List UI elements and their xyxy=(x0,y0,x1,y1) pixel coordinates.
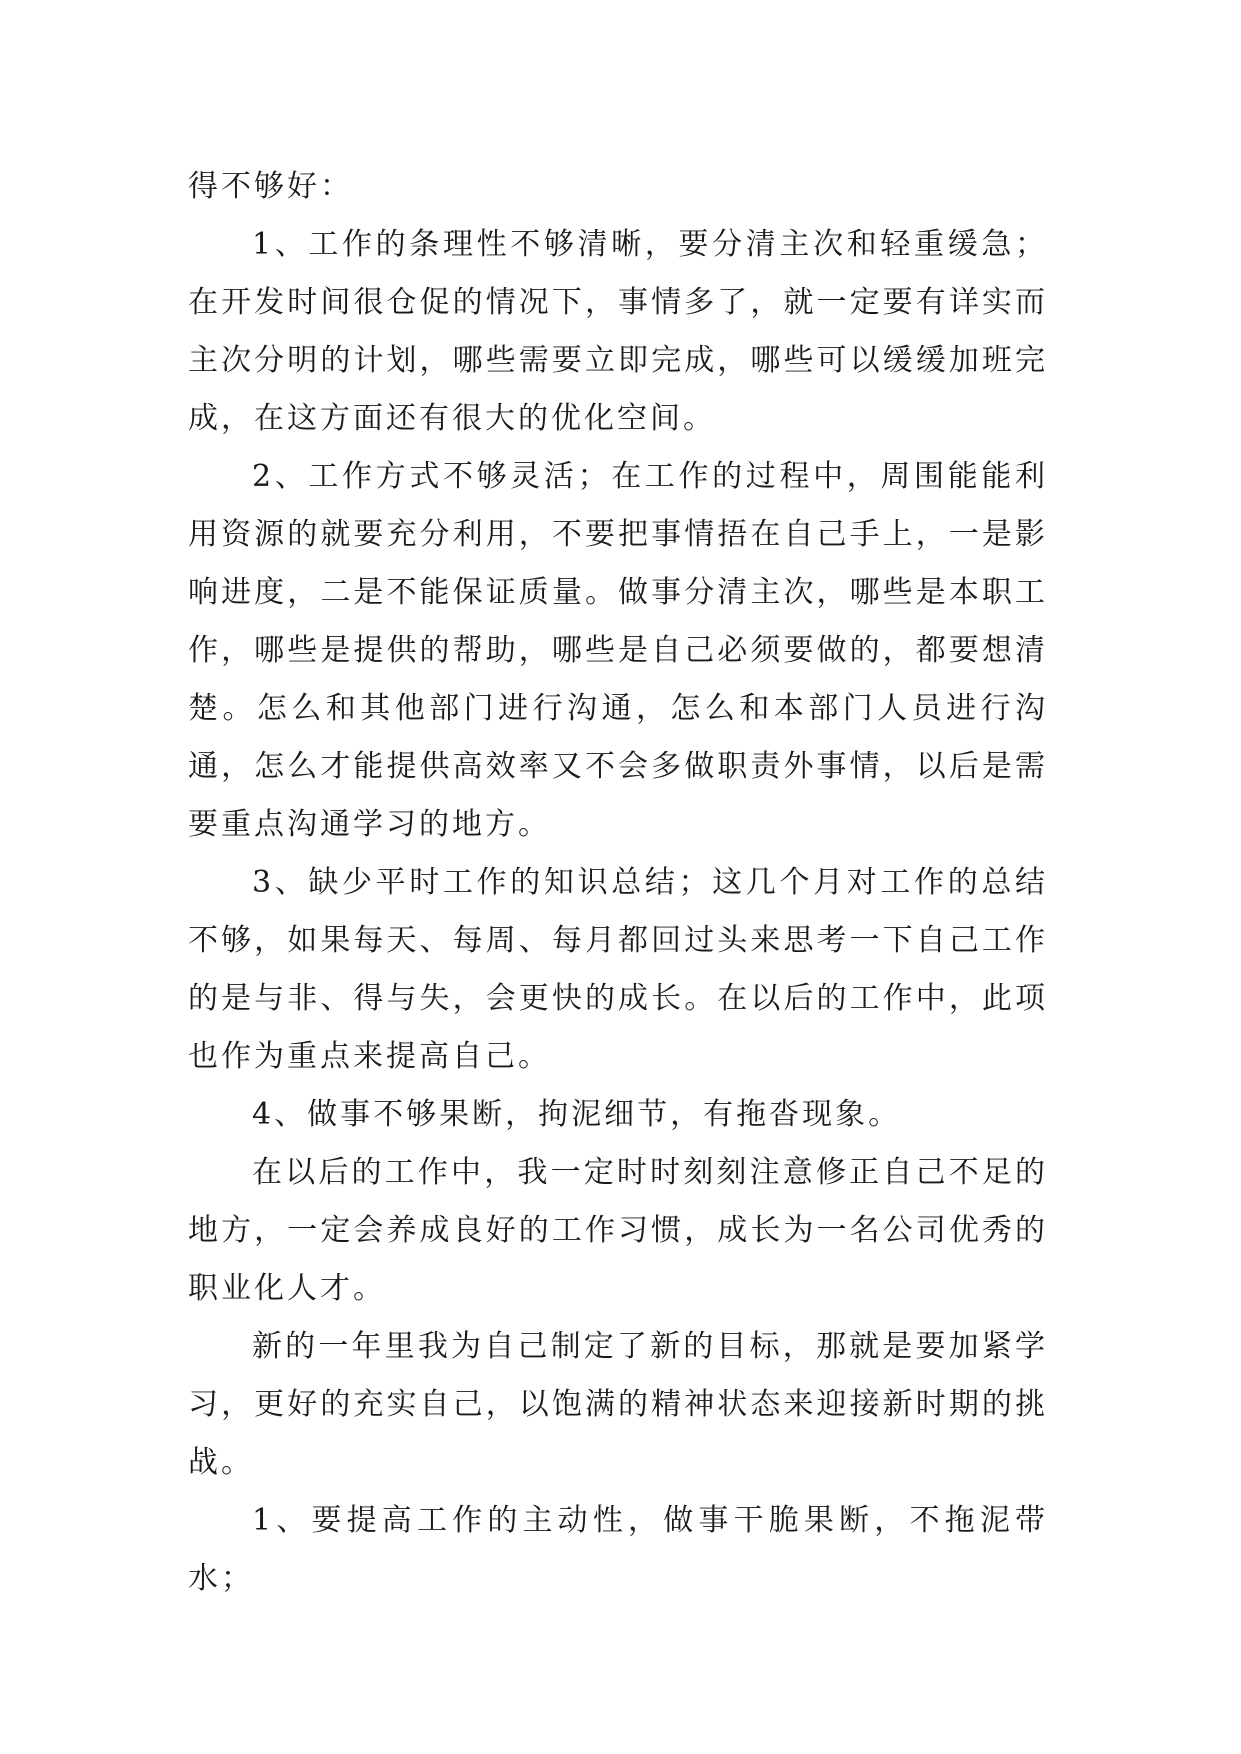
paragraph: 在以后的工作中，我一定时时刻刻注意修正自己不足的地方，一定会养成良好的工作习惯，成长为一名公司优秀的职业化人才。 xyxy=(188,1155,1048,1306)
document-body xyxy=(188,158,1048,1608)
paragraph: 得不够好： xyxy=(188,169,353,204)
paragraph: 4、做事不够果断，拘泥细节，有拖沓现象。 xyxy=(252,1097,902,1132)
paragraph: 新的一年里我为自己制定了新的目标，那就是要加紧学习，更好的充实自己，以饱满的精神状态来迎接新时期的挑战。 xyxy=(188,1329,1048,1480)
paragraph: 1、要提高工作的主动性，做事干脆果断，不拖泥带水； xyxy=(188,1503,1048,1596)
paragraph: 1、工作的条理性不够清晰，要分清主次和轻重缓急；在开发时间很仓促的情况下，事情多了，就一定要有详实而主次分明的计划，哪些需要立即完成，哪些可以缓缓加班完成，在这方面还有很大的优化空间。 xyxy=(188,227,1048,436)
paragraph: 3、缺少平时工作的知识总结；这几个月对工作的总结不够，如果每天、每周、每月都回过头来思考一下自己工作的是与非、得与失，会更快的成长。在以后的工作中，此项也作为重点来提高自己。 xyxy=(188,865,1048,1074)
paragraph: 2、工作方式不够灵活；在工作的过程中，周围能能利用资源的就要充分利用，不要把事情捂在自己手上，一是影响进度，二是不能保证质量。做事分清主次，哪些是本职工作，哪些是提供的帮助，哪些是自己必须要做的，都要想清楚。怎么和其他部门进行沟通，怎么和本部门人员进行沟通，怎么才能提供高效率又不会多做职责外事情，以后是需要重点沟通学习的地方。 xyxy=(188,459,1048,842)
